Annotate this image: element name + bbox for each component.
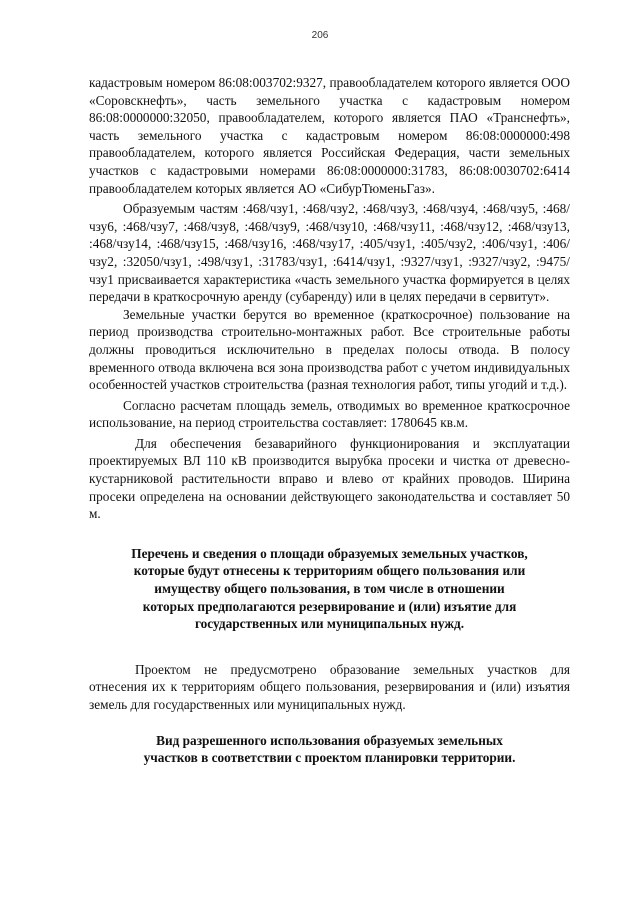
heading-line: имуществу общего пользования, в том числе в отношении (154, 581, 505, 597)
heading-line: Вид разрешенного использования образуемых земельных (156, 732, 503, 748)
heading-list-of-areas (89, 545, 570, 633)
heading-line: участков в соответствии с проектом планировки территории. (143, 750, 516, 766)
paragraph-clearing: Для обеспечения безаварийного функционирования и эксплуатации проектируемых ВЛ 110 кВ производится вырубка просеки и чистка от древесно-кустарниковой растительности вправо и влево от крайних проводов. Ширина просеки определена на основании действующего законодательства и составляет 50 м. (89, 435, 570, 522)
heading-permitted-use (89, 732, 570, 767)
paragraph-cadastral-owners: кадастровым номером 86:08:003702:9327, правообладателем которого является ООО «Соровскнефть», часть земельного участка с кадастровым номером 86:08:0000000:32050, правообладателем, которого является ПАО «Транснефть», часть земельного участка с кадастровым номером 86:08:0000000:498 правообладателем, которого является Российская Федерация, части земельных участков с кадастровыми номерами 86:08:0000000:31783, 86:08:0030702:6414 правообладателем которых является АО «СибурТюменьГаз». (89, 75, 570, 196)
heading-line: которые будут отнесены к территориям общего пользования или (133, 563, 526, 579)
paragraph-area-calculation: Согласно расчетам площадь земель, отводимых во временное краткосрочное использование, на период строительства составляет: 1780645 кв.м. (89, 397, 570, 431)
paragraph-no-public-land: Проектом не предусмотрено образование земельных участков для отнесения их к территориям общего пользования, резервирования и (или) изъятия земель для государственных или муниципальных нужд. (89, 661, 570, 712)
document-body (89, 74, 570, 767)
heading-line: которых предполагаются резервирование и (или) изъятие для (142, 598, 517, 614)
paragraph-parts-characteristic: Образуемым частям :468/чзу1, :468/чзу2, :468/чзу3, :468/чзу4, :468/чзу5, :468/чзу6, :468/чзу7, :468/чзу8, :468/чзу9, :468/чзу10, :468/чзу11, :468/чзу12, :468/чзу13, :468/чзу14, :468/чзу15, :468/чзу16, :468/чзу17, :405/чзу1, :405/чзу2, :406/чзу1, :406/чзу2, :32050/чзу1, :498/чзу1, :31783/чзу1, :6414/чзу1, :9327/чзу1, :9327/чзу2, :9475/чзу1 присваивается характеристика «часть земельного участка формируется в целях передачи в краткосрочную аренду (субаренду) или в целях передачи в сервитут». (89, 201, 570, 305)
page-number: 206 (311, 30, 329, 41)
heading-line: Перечень и сведения о площади образуемых земельных участков, (131, 545, 528, 561)
heading-line: государственных или муниципальных нужд. (194, 616, 465, 632)
paragraph-temporary-use: Земельные участки берутся во временное (краткосрочное) пользование на период производства строительно-монтажных работ. Все строительные работы должны проводиться исключительно в пределах полосы отвода. В полосу временного отвода включена вся зона производства работ с учетом индивидуальных особенностей участков строительства (разная технология работ, типы угодий и т.д.). (89, 306, 570, 393)
